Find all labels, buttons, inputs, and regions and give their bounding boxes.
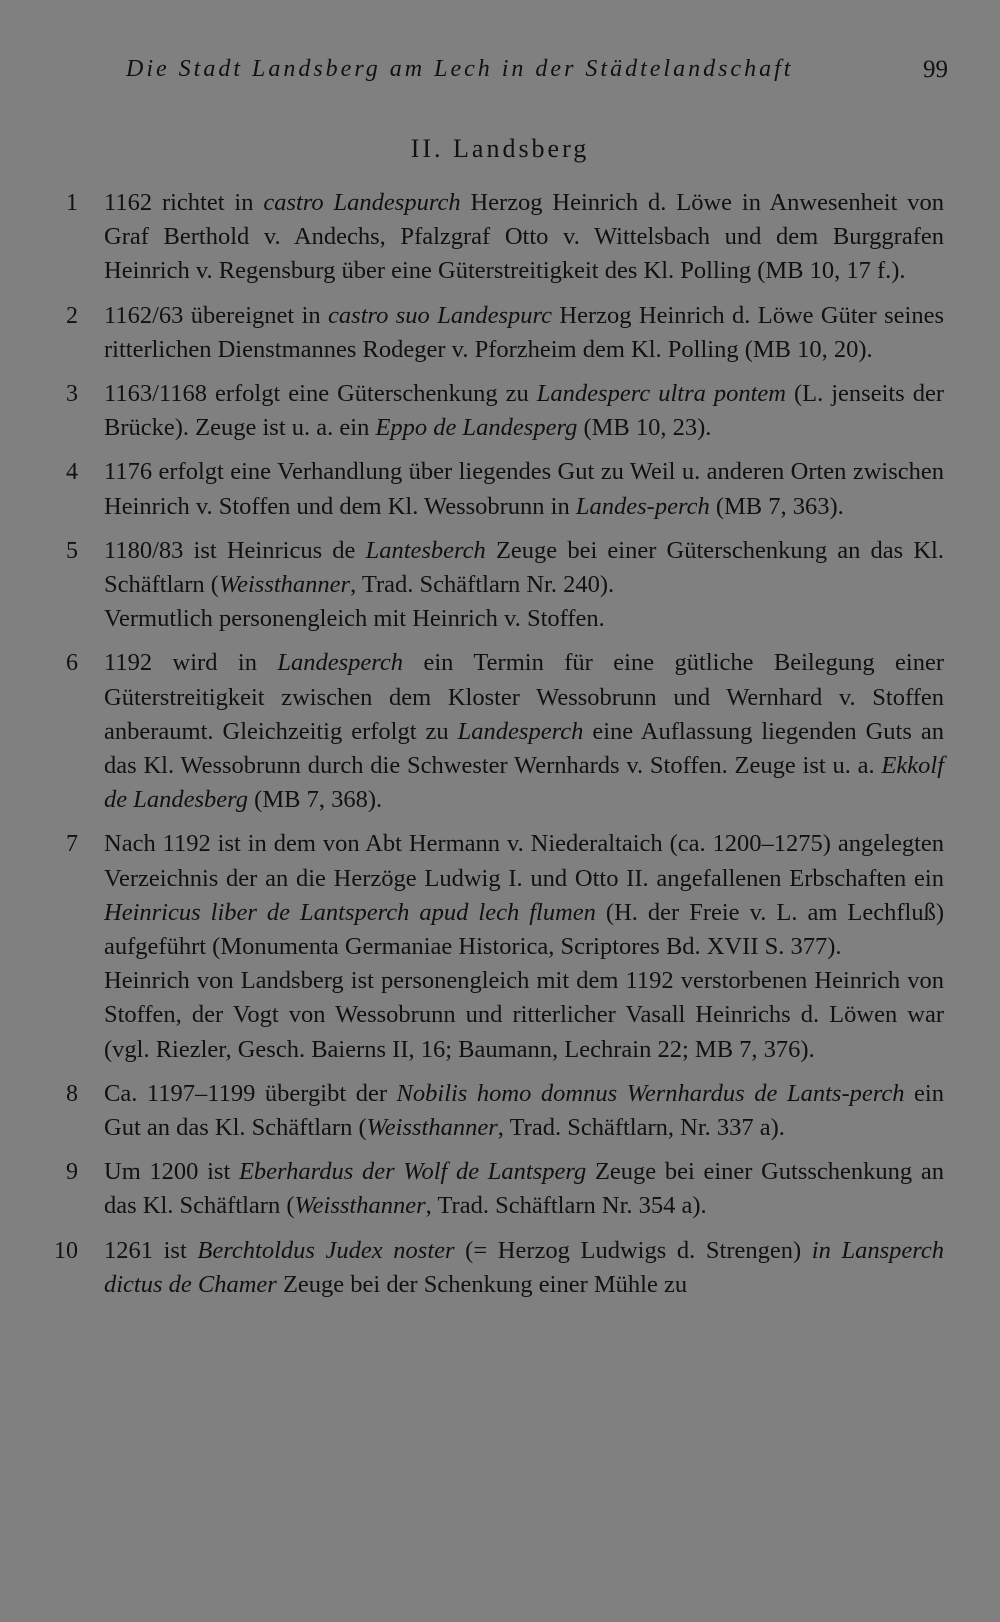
entry-text xyxy=(104,455,944,523)
text-run: Heinrich von Landsberg ist personengleich mit dem 1192 verstorbenen Heinrich von Stoffen, der Vogt von Wessobrunn und ritterlicher Vasall Heinrichs d. Löwen war (vgl. Riezler, Gesch. Baierns II, 16; Baumann, Lechrain 22; MB 7, 376). xyxy=(104,967,944,1063)
entry-number: 3 xyxy=(66,381,78,408)
text-run: Vermutlich personengleich mit Heinrich v. Stoffen. xyxy=(104,605,605,633)
text-run: , Trad. Schäftlarn Nr. 240). xyxy=(350,571,615,599)
entry-number: 10 xyxy=(54,1237,78,1264)
entry-number: 2 xyxy=(66,302,78,329)
text-run: Zeuge bei einer Gutsschenkung an das Kl. Schäftlarn ( xyxy=(104,1158,944,1220)
italic-text: Weissthanner xyxy=(366,1114,498,1142)
entry-item xyxy=(0,186,1000,289)
italic-text: Heinricus liber de Lantsperch apud lech flumen xyxy=(104,898,596,926)
text-run: Zeuge bei einer Güterschenkung an das Kl. Schäftlarn ( xyxy=(104,536,944,599)
entry-text xyxy=(104,646,944,817)
entry-number: 1 xyxy=(66,190,78,216)
entry-number: 8 xyxy=(66,1080,78,1107)
entry-number: 9 xyxy=(66,1159,78,1186)
entry-item xyxy=(0,1155,1000,1223)
text-run: (= Herzog Ludwigs d. Strengen) xyxy=(454,1236,812,1264)
text-run: Zeuge bei der Schenkung einer Mühle zu xyxy=(276,1270,688,1298)
entry-item xyxy=(0,377,1000,445)
entry-item xyxy=(0,455,1000,523)
entry-number: 7 xyxy=(66,831,78,858)
italic-text: Eppo de Landesperg xyxy=(375,414,578,442)
italic-text: Eberhardus der Wolf de Lantsperg xyxy=(238,1158,587,1186)
entry-item xyxy=(0,534,1000,637)
italic-text: castro Landespurch xyxy=(263,189,461,216)
italic-text: Lantesberch xyxy=(365,536,486,564)
entry-number: 4 xyxy=(66,459,78,486)
italic-text: Landesperch xyxy=(277,649,404,677)
entry-item xyxy=(0,299,1000,367)
text-run: 1261 ist xyxy=(104,1236,198,1264)
entry-text xyxy=(104,377,944,445)
entry-text xyxy=(104,827,944,1066)
text-run: Um 1200 ist xyxy=(104,1158,239,1186)
page-number: 99 xyxy=(923,56,948,83)
text-run: Herzog Heinrich d. Löwe in Anwesenheit von Graf Berthold v. Andechs, Pfalzgraf Otto v. Wittelsbach und dem Burggrafen Heinrich v. Regensburg über eine Güterstreitigkeit des Kl. Polling (MB 10, 17 f.). xyxy=(104,189,945,285)
entry-text xyxy=(104,1155,944,1223)
italic-text: in Lansperch dictus de Chamer xyxy=(104,1236,945,1298)
entry-item xyxy=(0,1077,1000,1145)
entry-number: 5 xyxy=(66,537,78,564)
italic-text: Nobilis homo domnus Wernhardus de Lants-perch xyxy=(396,1079,905,1107)
entry-item xyxy=(0,646,1000,817)
entry-item xyxy=(0,827,1000,1066)
italic-text: Ekkolf de Landesberg xyxy=(104,752,944,814)
text-run: (MB 10, 23). xyxy=(577,414,712,442)
section-title: II. Landsberg xyxy=(410,134,590,163)
text-run: (H. der Freie v. L. am Lechfluß) aufgeführt (Monumenta Germaniae Historica, Scriptores Bd. XVII S. 377). xyxy=(104,898,944,961)
italic-text: Landesperc ultra pontem xyxy=(536,380,786,408)
text-run: (L. jenseits der Brücke). Zeuge ist u. a. ein xyxy=(104,380,945,442)
text-run: (MB 7, 363). xyxy=(709,492,844,520)
text-run: 1162/63 übereignet in xyxy=(104,301,329,329)
text-run: , Trad. Schäftlarn, Nr. 337 a). xyxy=(497,1114,785,1142)
italic-text: Weissthanner xyxy=(218,571,351,599)
entry-item xyxy=(0,1234,1000,1302)
entry-list xyxy=(0,186,1000,1312)
italic-text: Berchtoldus Judex noster xyxy=(197,1236,455,1264)
entry-text xyxy=(104,186,944,289)
entry-number: 6 xyxy=(66,650,78,677)
text-run: 1176 erfolgt eine Verhandlung über liegendes Gut zu Weil u. anderen Orten zwischen Heinrich v. Stoffen und dem Kl. Wessobrunn in xyxy=(104,458,944,520)
entry-text xyxy=(104,1077,944,1145)
text-run: 1163/1168 erfolgt eine Güterschenkung zu xyxy=(104,380,537,408)
text-run: Ca. 1197–1199 übergibt der xyxy=(104,1079,397,1107)
entry-text xyxy=(104,534,944,637)
italic-text: Landes-perch xyxy=(575,492,710,520)
text-run: 1192 wird in xyxy=(104,649,278,677)
entry-text xyxy=(104,1234,944,1302)
italic-text: castro suo Landespurc xyxy=(328,301,552,329)
running-title: Die Stadt Landsberg am Lech in der Städtelandschaft xyxy=(126,56,794,82)
text-run: Nach 1192 ist in dem von Abt Hermann v. Niederaltaich (ca. 1200–1275) angelegten Verzeichnis der an die Herzöge Ludwig I. und Otto II. angefallenen Erbschaften ein xyxy=(104,830,944,892)
text-run: ein Termin für eine gütliche Beilegung einer Güterstreitigkeit zwischen dem Kloster Wessobrunn und Wernhard v. Stoffen anberaumt. Gleichzeitig erfolgt zu xyxy=(104,649,944,745)
text-run: , Trad. Schäftlarn Nr. 354 a). xyxy=(425,1192,707,1220)
text-run: ein Gut an das Kl. Schäftlarn ( xyxy=(104,1079,944,1142)
text-run: (MB 7, 368). xyxy=(248,786,383,814)
text-run: Herzog Heinrich d. Löwe Güter seines ritterlichen Dienstmannes Rodeger v. Pforzheim dem Kl. Polling (MB 10, 20). xyxy=(104,301,944,363)
text-run: 1180/83 ist Heinricus de xyxy=(104,536,366,564)
italic-text: Weissthanner xyxy=(294,1192,426,1220)
text-run: 1162 richtet in xyxy=(104,189,264,216)
text-run: eine Auflassung liegenden Guts an das Kl. Wessobrunn durch die Schwester Wernhards v. Stoffen. Zeuge ist u. a. xyxy=(104,717,944,780)
italic-text: Landesperch xyxy=(457,717,584,745)
entry-text xyxy=(104,299,944,367)
